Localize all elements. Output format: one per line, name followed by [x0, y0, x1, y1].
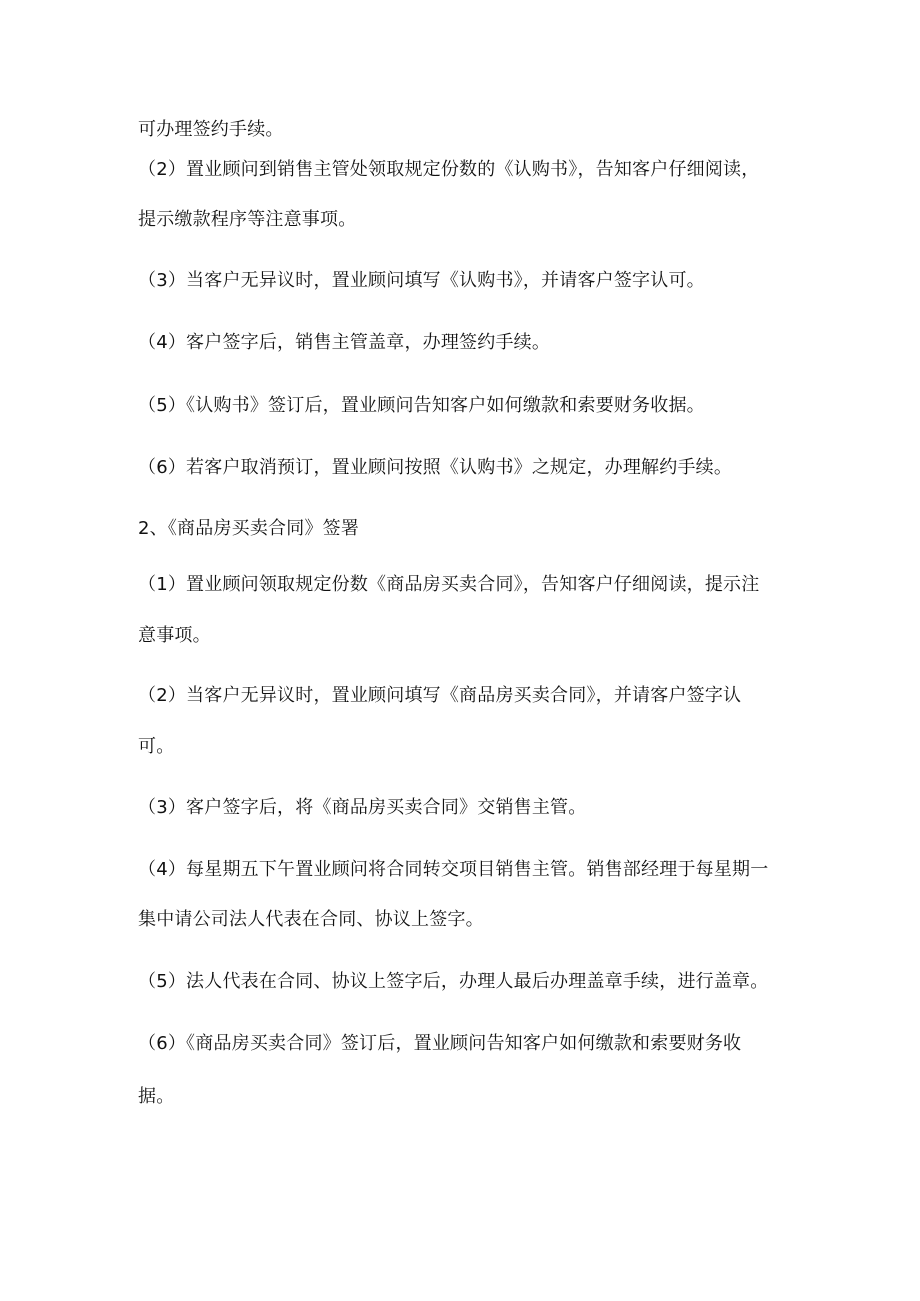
paragraph-line: （3）客户签字后，将《商品房买卖合同》交销售主管。	[138, 797, 587, 818]
paragraph-line: （4）客户签字后，销售主管盖章，办理签约手续。	[138, 332, 551, 353]
paragraph-line: （1）置业顾问领取规定份数《商品房买卖合同》，告知客户仔细阅读，提示注	[138, 574, 760, 595]
paragraph-line: 提示缴款程序等注意事项。	[138, 209, 357, 230]
paragraph-line: 集中请公司法人代表在合同、协议上签字。	[138, 909, 484, 930]
paragraph-line: （5）《认购书》签订后，置业顾问告知客户如何缴款和索要财务收据。	[138, 395, 705, 416]
paragraph-line: 可。	[138, 736, 175, 757]
paragraph-line: 据。	[138, 1086, 175, 1107]
paragraph-line: （2）置业顾问到销售主管处领取规定份数的《认购书》，告知客户仔细阅读，	[138, 159, 760, 180]
paragraph-line: （6）若客户取消预订，置业顾问按照《认购书》之规定，办理解约手续。	[138, 457, 733, 478]
paragraph-line: 意事项。	[138, 625, 211, 646]
section-heading: 2、《商品房买卖合同》签署	[138, 518, 360, 539]
paragraph-line: 可办理签约手续。	[138, 119, 284, 140]
paragraph-line: （5）法人代表在合同、协议上签字后，办理人最后办理盖章手续，进行盖章。	[138, 971, 769, 992]
paragraph-line: （6）《商品房买卖合同》签订后，置业顾问告知客户如何缴款和索要财务收	[138, 1033, 742, 1054]
paragraph-line: （2）当客户无异议时，置业顾问填写《商品房买卖合同》，并请客户签字认	[138, 685, 742, 706]
paragraph-line: （4）每星期五下午置业顾问将合同转交项目销售主管。销售部经理于每星期一	[138, 859, 769, 880]
paragraph-line: （3）当客户无异议时，置业顾问填写《认购书》，并请客户签字认可。	[138, 270, 705, 291]
